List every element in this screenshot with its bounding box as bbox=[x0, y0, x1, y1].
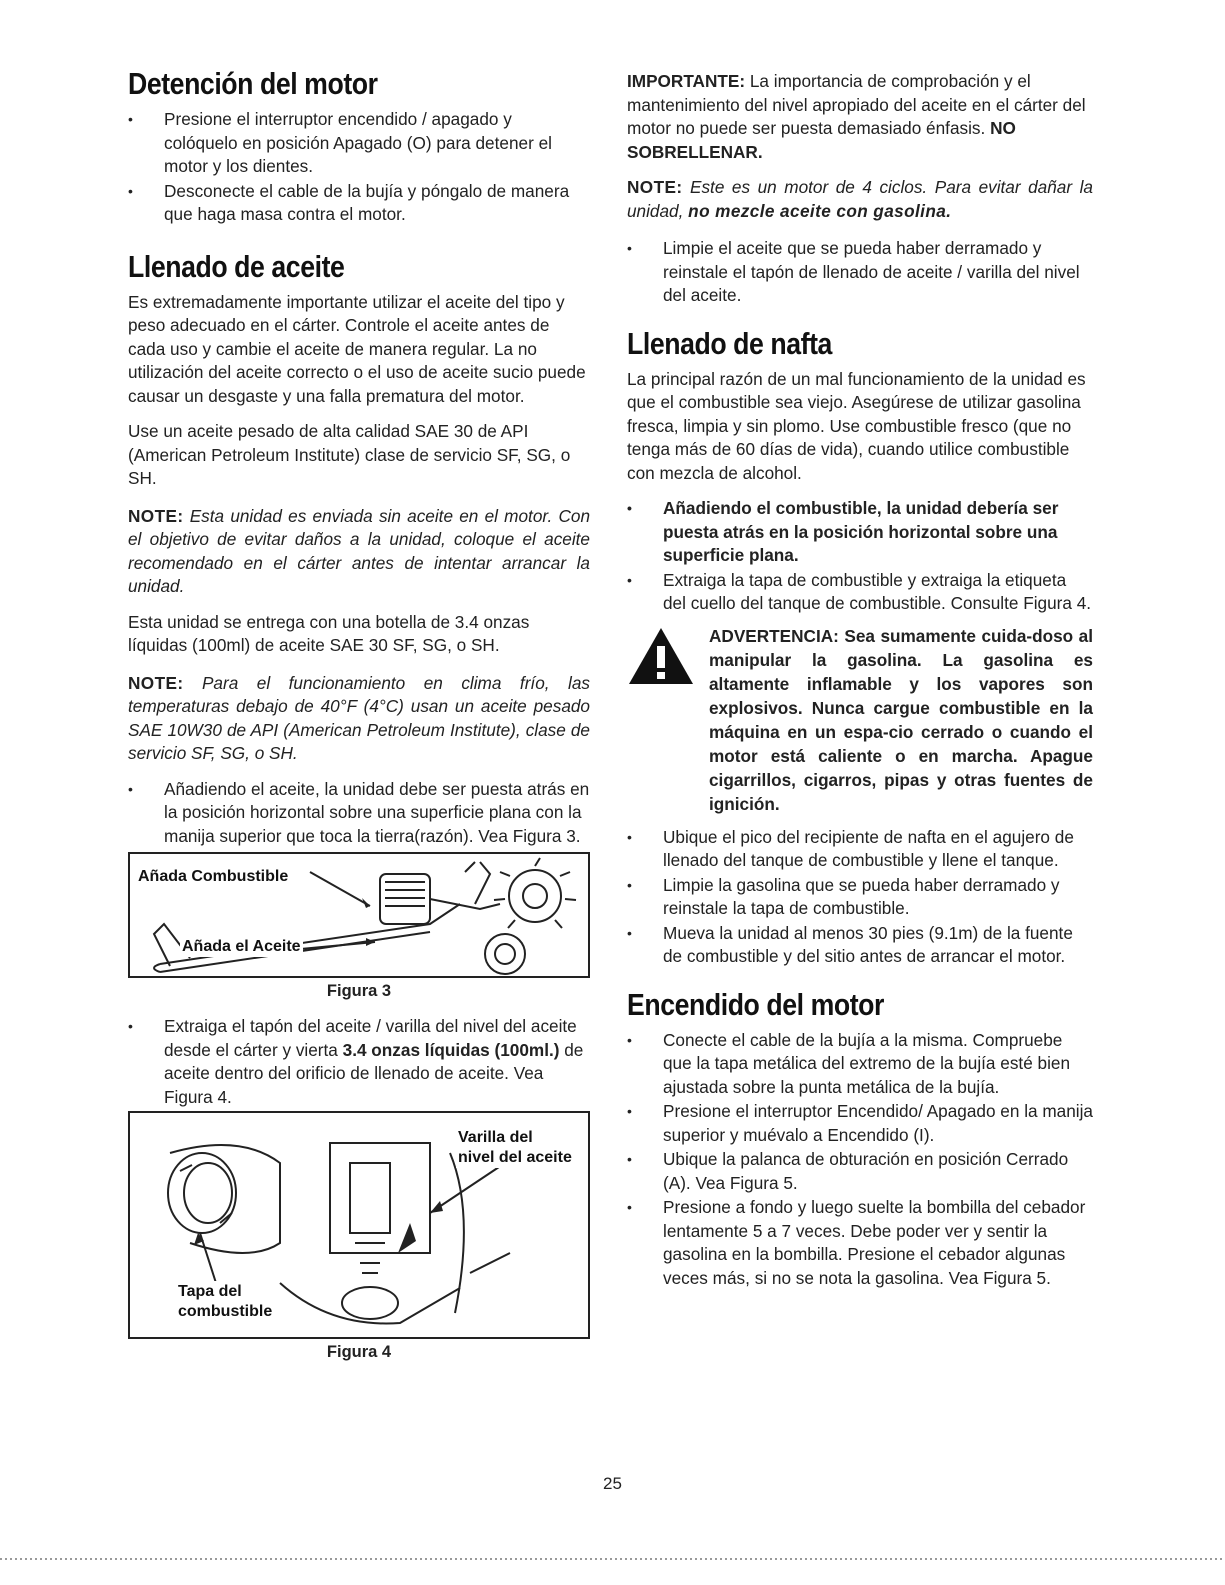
warning-text: ADVERTENCIA: Sea sumamente cuida-doso al manipular la gasolina. La gasolina es altamente inflamable y los vapores son explosivos. Nunca cargue combustible en la máquina en un espa-cio cerrado o cuando el motor está caliente o en marcha. Apague cigarrillos, cigarros, pipas y otras fuentes de ignición. bbox=[709, 625, 1093, 814]
oil-paragraph-1: Es extremadamente importante utilizar el aceite del tipo y peso adecuado en el cárter. Controle el aceite antes de cada uso y cambie el aceite de manera regular. La no utilización del aceite correcto o el uso de aceite sucio puede causar un desgaste y una falla prematura del motor. bbox=[128, 291, 586, 406]
list-item bbox=[128, 1015, 590, 1109]
warning-block bbox=[627, 624, 1093, 816]
important-paragraph bbox=[627, 70, 1093, 164]
label-add-oil: Añada el Aceite bbox=[182, 938, 301, 955]
note-label: NOTE: bbox=[128, 672, 184, 693]
note-text: Este es un motor de 4 ciclos. Para evitar dañar la unidad, bbox=[627, 177, 1093, 221]
list-item: • Conecte el cable de la bujía a la misma. Compruebe que la tapa metálica del extremo de la bujía esté bien ajustada sobre la punta metálica de la bujía. bbox=[627, 1029, 1093, 1100]
fuel-list-2 bbox=[627, 826, 1093, 969]
label-fuel-cap-line2: combustible bbox=[178, 1303, 273, 1320]
figure-4 bbox=[128, 1111, 590, 1339]
oil-paragraph-3: Esta unidad se entrega con una botella de 3.4 onzas líquidas (100ml) de aceite SAE 30 SF, SG, o SH. bbox=[128, 611, 530, 655]
label-dipstick-line1: Varilla del bbox=[458, 1129, 533, 1146]
note-label: NOTE: bbox=[128, 505, 184, 526]
right-column bbox=[627, 70, 1093, 1302]
list-item: • Extraiga la tapa de combustible y extraiga la etiqueta del cuello del tanque de combustible. Consulte Figura 4. bbox=[627, 569, 1093, 616]
text-part: Extraiga el tapón del aceite / varilla del nivel del aceite desde el cárter y vierta bbox=[164, 1016, 577, 1060]
important-text: La importancia de comprobación y el mantenimiento del nivel apropiado del aceite en el cárter del motor no puede ser puesta demasiado énfasis. bbox=[627, 71, 1086, 138]
note-text: Para el funcionamiento en clima frío, las temperaturas debajo de 40°F (4°C) usan un aceite pesado SAE 10W30 de API (American Petroleum Institute), clase de servicio SF, SG, o SH. bbox=[128, 672, 590, 763]
list-item: • Presione el interruptor encendido / apagado y colóquelo en posición Apagado (O) para detener el motor y los dientes. bbox=[128, 108, 590, 179]
figure-3-caption: Figura 3 bbox=[326, 982, 392, 1000]
note-label: NOTE: bbox=[627, 177, 683, 197]
oil-note-2 bbox=[128, 672, 590, 766]
list-item: • Limpie la gasolina que se pueda haber derramado y reinstale la tapa de combustible. bbox=[627, 874, 1093, 921]
fuel-paragraph-1: La principal razón de un mal funcionamiento de la unidad es que el combustible sea viejo. Asegúrese de utilizar gasolina fresca, limpia y sin plomo. Use combustible fresco (que no tenga más de 60 días de vida), cuando utilice combustible con mezcla de alcohol. bbox=[627, 368, 1086, 483]
oil-amount: 3.4 onzas líquidas (100ml.) bbox=[342, 1039, 560, 1060]
oil-note-1 bbox=[128, 505, 590, 599]
note-text: Esta unidad es enviada sin aceite en el motor. Con el objetivo de evitar daños a la unidad, coloque el aceite recomendado en el cárter antes de intentar arrancar la unidad. bbox=[128, 505, 590, 596]
heading-stop-engine: Detención del motor bbox=[128, 66, 378, 101]
label-dipstick-line2: nivel del aceite bbox=[458, 1149, 572, 1166]
list-item: • Presione a fondo y luego suelte la bombilla del cebador lentamente 5 a 7 veces. Debe poder ver y sentir la gasolina en la bombilla. Presione el cebador algunas veces más, si no se nota la gasolina. Vea Figura 5. bbox=[627, 1196, 1093, 1290]
clean-oil-list bbox=[627, 237, 1093, 308]
heading-oil-fill: Llenado de aceite bbox=[128, 248, 345, 284]
list-item: • Añadiendo el combustible, la unidad debería ser puesta atrás en la posición horizontal sobre una superficie plana. bbox=[627, 497, 1093, 568]
label-add-fuel: Añada Combustible bbox=[138, 868, 289, 885]
list-item: • Ubique la palanca de obturación en posición Cerrado (A). Vea Figura 5. bbox=[627, 1148, 1093, 1195]
engine-start-list bbox=[627, 1029, 1093, 1291]
oil-list-2 bbox=[128, 1015, 590, 1109]
note-warning: no mezcle aceite con gasolina. bbox=[688, 200, 952, 221]
heading-engine-start: Encendido del motor bbox=[627, 986, 884, 1022]
scan-edge-line bbox=[0, 1558, 1225, 1560]
oil-paragraph-2: Use un aceite pesado de alta calidad SAE 30 de API (American Petroleum Institute) clase de servicio SF, SG, o SH. bbox=[128, 421, 571, 488]
list-item: • Añadiendo el aceite, la unidad debe ser puesta atrás en la posición horizontal sobre una superficie plana con la manija superior que toca la tierra(razón). Vea Figura 3. bbox=[128, 778, 590, 849]
text-part: de aceite dentro del orificio de llenado de aceite. Vea Figura 4. bbox=[164, 1039, 584, 1107]
list-item: • Presione el interruptor Encendido/ Apagado en la manija superior y muévalo a Encendido (I). bbox=[627, 1100, 1093, 1147]
no-overfill: NO SOBRELLENAR. bbox=[627, 118, 1016, 162]
oil-list-1 bbox=[128, 778, 590, 849]
list-item: • Mueva la unidad al menos 30 pies (9.1m) de la fuente de combustible y del sitio antes de arrancar el motor. bbox=[627, 922, 1093, 969]
fuel-list-1 bbox=[627, 497, 1093, 616]
list-item: • Ubique el pico del recipiente de nafta en el agujero de llenado del tanque de combustible y llene el tanque. bbox=[627, 826, 1093, 873]
list-item: • Desconecte el cable de la bujía y póngalo de manera que haga masa contra el motor. bbox=[128, 180, 590, 227]
label-fuel-cap-line1: Tapa del bbox=[178, 1283, 242, 1300]
figure-4-caption: Figura 4 bbox=[326, 1343, 392, 1361]
page-number: 25 bbox=[603, 1474, 622, 1493]
left-column bbox=[128, 66, 590, 1376]
four-cycle-note bbox=[627, 176, 1093, 223]
list-item: • Limpie el aceite que se pueda haber derramado y reinstale el tapón de llenado de aceite / varilla del nivel del aceite. bbox=[627, 237, 1093, 308]
important-label: IMPORTANTE: bbox=[627, 71, 746, 91]
figure-3 bbox=[128, 852, 590, 978]
warning-triangle-icon bbox=[627, 626, 695, 686]
stop-engine-list bbox=[128, 108, 590, 227]
heading-fuel-fill: Llenado de nafta bbox=[627, 325, 832, 361]
